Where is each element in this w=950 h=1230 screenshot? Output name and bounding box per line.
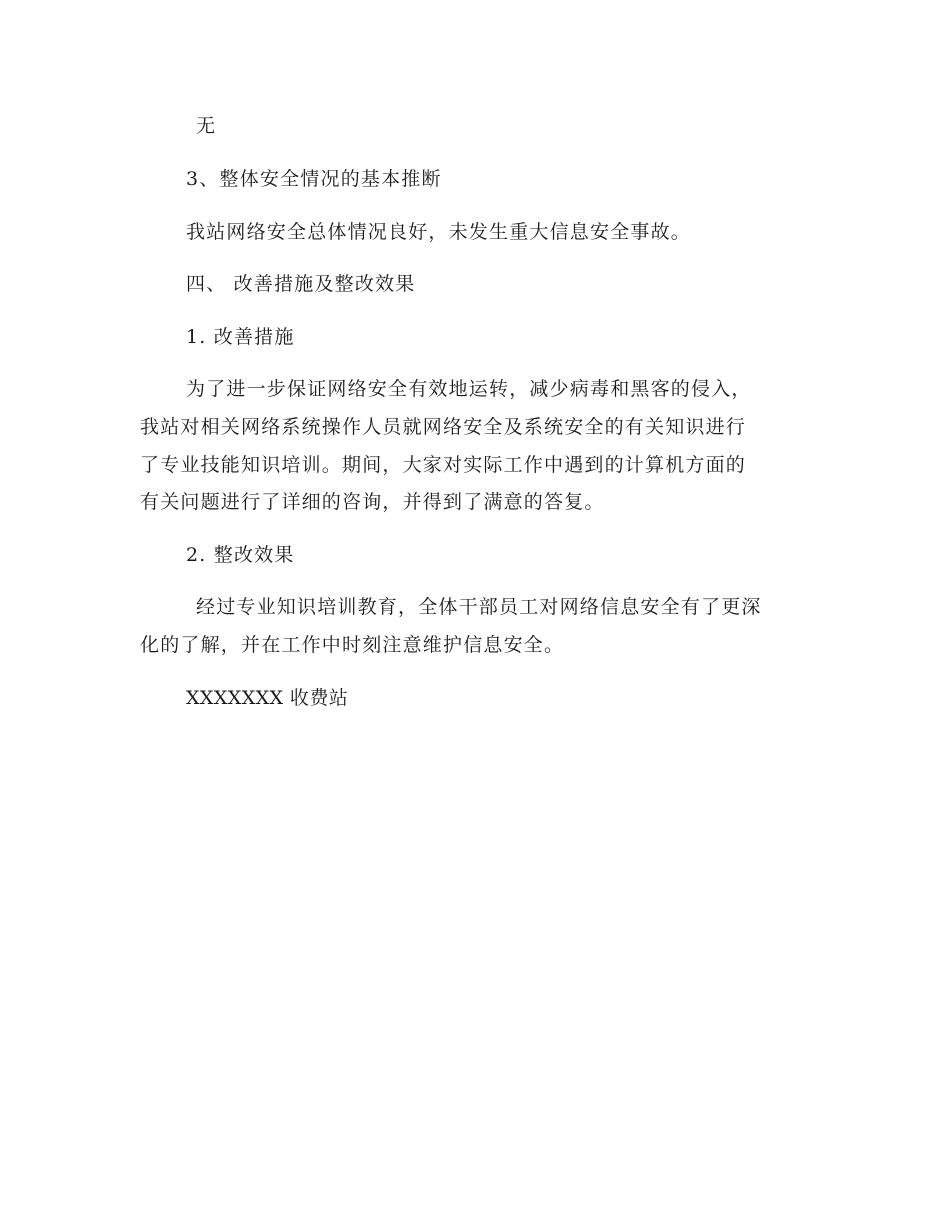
paragraph-effect-line-1: 经过专业知识培训教育，全体干部员工对网络信息安全有了更深 [196, 596, 762, 618]
paragraph-measures-line-2: 我站对相关网络系统操作人员就网络安全及系统安全的有关知识进行 [140, 416, 747, 438]
paragraph-measures-line-4: 有关问题进行了详细的咨询，并得到了满意的答复。 [140, 491, 605, 513]
paragraph-measures-line-3: 了专业技能知识培训。期间，大家对实际工作中遇到的计算机方面的 [140, 454, 747, 476]
paragraph-none: 无 [196, 115, 217, 137]
heading-improvement-measures: 1. 改善措施 [186, 326, 295, 348]
heading-rectification-effect: 2. 整改效果 [186, 544, 295, 566]
paragraph-effect-line-2: 化的了解，并在工作中时刻注意维护信息安全。 [140, 634, 565, 656]
paragraph-measures-line-1: 为了进一步保证网络安全有效地运转，减少病毒和黑客的侵入， [186, 378, 752, 400]
signature-station: XXXXXXX 收费站 [186, 687, 349, 709]
heading-section-four: 四、 改善措施及整改效果 [186, 273, 416, 295]
paragraph-safety-status: 我站网络安全总体情况良好，未发生重大信息安全事故。 [186, 221, 692, 243]
heading-overall-safety: 3、整体安全情况的基本推断 [186, 168, 442, 190]
